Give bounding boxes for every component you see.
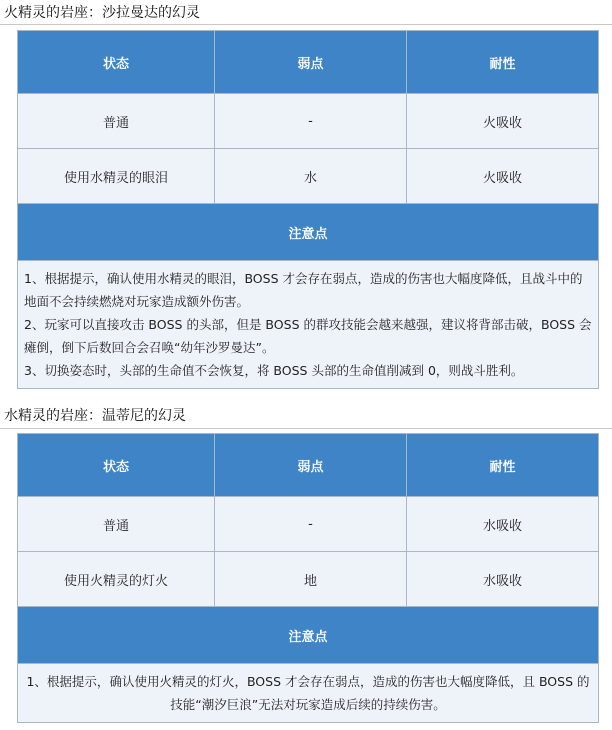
section-divider — [0, 24, 612, 25]
note-line: 1、根据提示，确认使用火精灵的灯火，BOSS 才会存在弱点，造成的伤害也大幅度降低，且 BOSS 的技能“潮汐巨浪”无法对玩家造成后续的持续伤害。 — [26, 674, 590, 712]
cell-resistance: 火吸收 — [407, 149, 599, 204]
header-status: 状态 — [18, 31, 215, 94]
header-resistance: 耐性 — [407, 434, 599, 497]
note-line: 1、根据提示，确认使用水精灵的眼泪，BOSS 才会存在弱点，造成的伤害也大幅度降低，且战斗中的地面不会持续燃烧对玩家造成额外伤害。 — [24, 271, 583, 309]
header-weakness: 弱点 — [215, 31, 407, 94]
cell-resistance: 水吸收 — [407, 497, 599, 552]
table-row — [18, 552, 599, 607]
note-body — [18, 261, 599, 389]
note-header: 注意点 — [18, 204, 599, 261]
table-row — [18, 497, 599, 552]
table-header-row — [18, 31, 599, 94]
cell-status: 使用火精灵的灯火 — [18, 552, 215, 607]
cell-weakness: - — [215, 94, 407, 149]
cell-weakness: 地 — [215, 552, 407, 607]
section-divider — [0, 428, 612, 429]
note-header-row — [18, 204, 599, 261]
note-header-row — [18, 607, 599, 664]
cell-weakness: - — [215, 497, 407, 552]
salamander-info-table — [17, 30, 599, 389]
cell-status: 使用水精灵的眼泪 — [18, 149, 215, 204]
header-status: 状态 — [18, 434, 215, 497]
undine-info-table — [17, 433, 599, 723]
note-body-row — [18, 261, 599, 389]
note-line: 3、切换姿态时，头部的生命值不会恢复，将 BOSS 头部的生命值削减到 0，则战斗胜利。 — [24, 363, 524, 378]
header-resistance: 耐性 — [407, 31, 599, 94]
cell-status: 普通 — [18, 497, 215, 552]
cell-resistance: 水吸收 — [407, 552, 599, 607]
table-header-row — [18, 434, 599, 497]
cell-resistance: 火吸收 — [407, 94, 599, 149]
table-row — [18, 149, 599, 204]
section-title-salamander: 火精灵的岩座：沙拉曼达的幻灵 — [4, 5, 200, 21]
section-title-undine: 水精灵的岩座：温蒂尼的幻灵 — [4, 408, 186, 424]
note-body — [18, 664, 599, 723]
cell-weakness: 水 — [215, 149, 407, 204]
note-header: 注意点 — [18, 607, 599, 664]
note-body-row — [18, 664, 599, 723]
table-row — [18, 94, 599, 149]
note-line: 2、玩家可以直接攻击 BOSS 的头部，但是 BOSS 的群攻技能会越来越强，建议将背部击破，BOSS 会瘫倒，倒下后数回合会召唤“幼年沙罗曼达”。 — [24, 317, 592, 355]
cell-status: 普通 — [18, 94, 215, 149]
header-weakness: 弱点 — [215, 434, 407, 497]
